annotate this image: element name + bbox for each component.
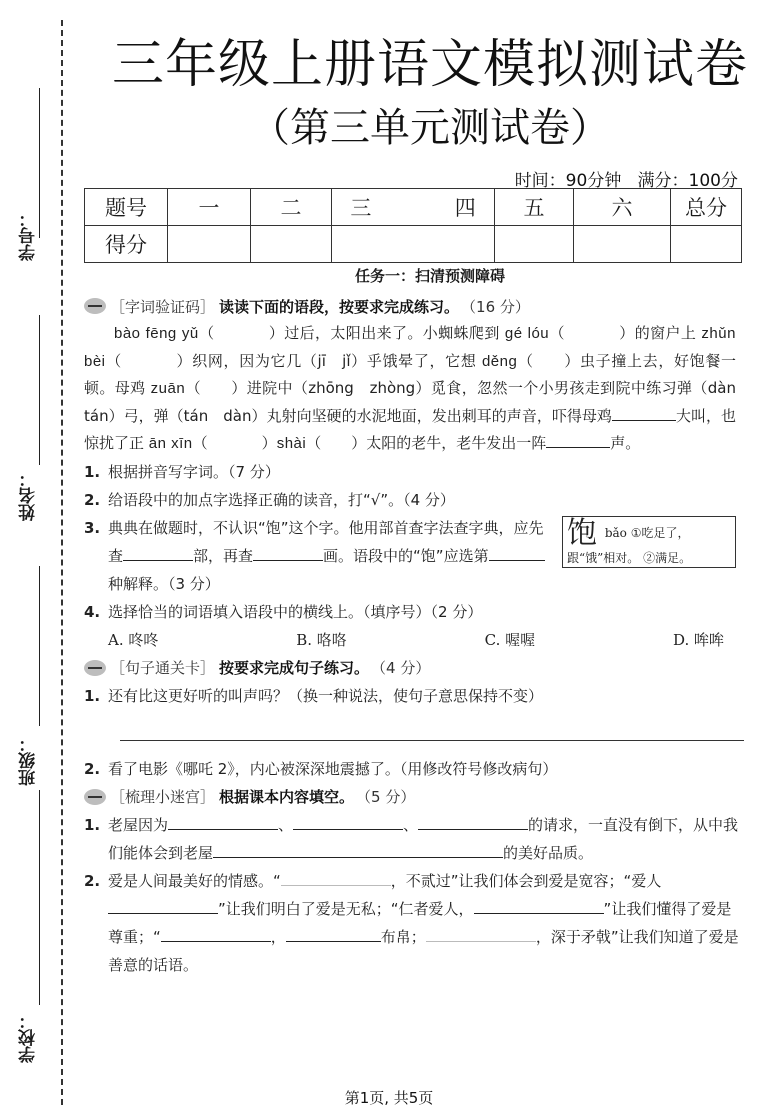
section-score: （4 分） [371, 659, 431, 677]
question-text-part: 典典在做题时，不认识“饱”这个字。他用部首查字法查字典，应先查 [108, 518, 544, 565]
question-number: 3. [84, 518, 101, 537]
question-text: 选择恰当的词语填入语段中的横线上。（填序号）（2 分） [108, 602, 483, 621]
score-table [84, 188, 742, 263]
exam-content [84, 292, 751, 979]
question-2-1 [84, 682, 744, 710]
section-instruction: 按要求完成句子练习。 [219, 659, 370, 677]
question-text [108, 811, 744, 867]
question-text: 根据拼音写字词。（7 分） [108, 462, 280, 481]
question-text-part: ”让我们明白了爱是无私；“仁者爱人， [218, 899, 474, 918]
class-label: 班级： [19, 735, 39, 786]
passage-text: ）虫子撞上去，好饱餐一顿。母鸡 [84, 351, 736, 397]
header-cell: 六 [574, 189, 671, 226]
answer-blank[interactable] [474, 897, 604, 914]
student-id-label: 学号： [19, 210, 39, 261]
passage-text: ）织网，因为它几（jī jǐ）乎饿晕了，它想 [175, 351, 482, 370]
pinyin-text: ān xīn [148, 435, 193, 452]
question-2-2 [84, 755, 744, 783]
question-text-part: ，不贰过”让我们体会到爱是宽容；“爱人 [390, 871, 662, 890]
answer-blank[interactable] [213, 841, 503, 858]
question-text: 还有比这更好听的叫声吗？（换一种说法，使句子意思保持不变） [108, 686, 544, 705]
question-text-part: 部，再查 [193, 546, 254, 565]
question-text-part: 的美好品质。 [503, 843, 594, 862]
answer-line[interactable] [120, 710, 744, 741]
options-list [84, 626, 744, 654]
score-cell[interactable] [332, 226, 495, 263]
question-number: 2. [84, 871, 101, 890]
header-cell-text: 三 [350, 196, 372, 220]
answer-blank[interactable] [161, 925, 271, 942]
option-d: D. 哞哞 [672, 630, 724, 649]
question-text [108, 514, 554, 598]
passage-text: 大叫，也惊扰了正 [84, 406, 736, 452]
question-number: 1. [84, 462, 101, 481]
section-tag: ［梳理小迷宫］ [110, 788, 216, 806]
answer-blank[interactable] [123, 544, 193, 561]
score-cell[interactable] [495, 226, 574, 263]
passage-text: ）的窗户上 [618, 324, 702, 342]
score-table-score-row [85, 226, 742, 263]
header-cell [332, 189, 495, 226]
answer-blank[interactable] [286, 925, 381, 942]
pinyin-text: bào fēng yǔ [114, 325, 199, 342]
question-text-part: 布帛； [380, 927, 426, 946]
passage-text: （ [105, 351, 122, 370]
section-3-heading [84, 783, 744, 811]
score-cell[interactable] [574, 226, 671, 263]
exam-subtitle: （第三单元测试卷） [250, 105, 610, 151]
answer-blank[interactable] [293, 813, 403, 830]
full-score-label: 满分：100分 [637, 171, 738, 191]
header-cell: 二 [251, 189, 332, 226]
pinyin-text: zuān [150, 380, 186, 397]
question-text-part: 爱是人间最美好的情感。“ [108, 871, 281, 890]
option-a: A. 咚咚 [108, 630, 159, 649]
reading-passage [84, 320, 751, 458]
passage-text: ）太阳的老牛，老牛发出一阵 [351, 434, 547, 452]
answer-blank[interactable] [108, 897, 218, 914]
school-line [39, 790, 40, 1005]
section-instruction: 根据课本内容填空。 [219, 788, 355, 806]
page-footer: 第1页, 共5页 [344, 1089, 434, 1107]
passage-text: （ [198, 324, 215, 342]
question-text [108, 867, 744, 979]
answer-blank[interactable] [281, 869, 391, 886]
question-1-2 [84, 486, 744, 514]
question-text-part: 种解释。（3 分） [108, 574, 220, 593]
question-text-part: 画。语段中的“饱”应选第 [323, 546, 489, 565]
score-cell[interactable] [251, 226, 332, 263]
answer-blank[interactable] [418, 813, 528, 830]
section-score: （5 分） [356, 788, 416, 806]
passage-text: ）过后，太阳出来了。小蜘蛛爬到 [268, 324, 505, 342]
pinyin-text: shài [276, 435, 307, 452]
answer-blank[interactable] [489, 544, 545, 561]
question-text-part: ， [270, 927, 286, 946]
answer-blank[interactable] [426, 925, 536, 942]
dictionary-def-1: ①吃足了， [630, 525, 690, 540]
section-number-one-icon [84, 298, 106, 314]
dictionary-char: 饱 [567, 515, 597, 551]
question-text-part: ”让我们懂得了爱是尊重；“ [108, 899, 732, 946]
dictionary-def-2: ②满足。 [643, 550, 692, 565]
section-number-three-icon [84, 789, 106, 805]
question-3-2 [84, 867, 744, 979]
score-cell[interactable] [671, 226, 742, 263]
question-text: 给语段中的加点字选择正确的读音，打“√”。（4 分） [108, 490, 455, 509]
separator: 、 [278, 815, 294, 834]
score-table-header-row [85, 189, 742, 226]
header-cell: 总分 [671, 189, 742, 226]
section-score: （16 分） [461, 297, 530, 316]
question-number: 2. [84, 490, 101, 509]
header-cell: 题号 [85, 189, 168, 226]
score-row-label: 得分 [85, 226, 168, 263]
passage-text: ）进院中（zhōng zhòng）觅食，忽然一个小男孩走到院中练习弹（dàn tán）弓，弹（tán dàn）丸射向坚硬的水泥地面，发出刺耳的声音，吓得母鸡 [84, 379, 751, 425]
passage-text: 声。 [610, 434, 641, 452]
binding-dashed-line [61, 20, 63, 1105]
section-tag: ［句子通关卡］ [110, 659, 216, 677]
dictionary-def-1-cont: 跟“饿”相对。 [567, 550, 640, 565]
section-instruction: 读读下面的语段，按要求完成练习。 [219, 297, 460, 316]
question-3-1 [84, 811, 744, 867]
school-label: 学校： [19, 1012, 39, 1063]
pinyin-text: děng [481, 352, 518, 370]
question-1-1 [84, 458, 744, 486]
task-title: 任务一：扫清预测障碍 [354, 267, 505, 285]
question-text-part: ，深于矛戟”让我们知道了爱是善意的话语。 [108, 927, 739, 974]
pinyin-text: gé lóu [504, 325, 550, 342]
question-number: 1. [84, 686, 101, 705]
answer-blank[interactable] [612, 404, 676, 421]
question-text: 看了电影《哪吒 2》，内心被深深地震撼了。（用修改符号修改病句） [108, 759, 558, 778]
dictionary-entry-box [562, 516, 736, 568]
passage-text: （ [185, 379, 201, 397]
time-label: 时间：90分钟 [514, 171, 622, 191]
dictionary-pinyin: bǎo [604, 525, 627, 540]
section-1-heading [84, 292, 744, 320]
question-text-part: 的请求，一直没有倒下，从中我们能体会到老屋 [108, 815, 739, 862]
header-cell: 五 [495, 189, 574, 226]
passage-text: （ [549, 324, 565, 342]
header-cell-text: 四 [454, 196, 476, 220]
option-c: C. 喔喔 [484, 630, 536, 649]
question-number: 4. [84, 602, 101, 621]
section-2-heading [84, 654, 744, 682]
separator: 、 [403, 815, 419, 834]
section-number-two-icon [84, 660, 106, 676]
passage-text: （ [192, 434, 208, 452]
class-line [39, 566, 40, 726]
exam-title: 三年级上册语文模拟测试卷 [111, 35, 748, 95]
score-cell[interactable] [168, 226, 251, 263]
passage-text: （ [306, 434, 322, 452]
pinyin-text: zhǔn bèi [84, 325, 736, 370]
passage-text: ） [261, 434, 277, 452]
option-b: B. 咯咯 [296, 630, 347, 649]
question-text-part: 老屋因为 [108, 815, 169, 834]
passage-text: （ [517, 351, 534, 370]
question-number: 2. [84, 759, 101, 778]
name-label: 姓名： [19, 470, 39, 521]
name-line [39, 315, 40, 465]
header-cell: 一 [168, 189, 251, 226]
answer-blank[interactable] [253, 544, 323, 561]
question-1-4 [84, 598, 744, 626]
section-tag: ［字词验证码］ [110, 297, 216, 316]
answer-blank[interactable] [546, 431, 610, 448]
answer-blank[interactable] [168, 813, 278, 830]
question-number: 1. [84, 815, 101, 834]
